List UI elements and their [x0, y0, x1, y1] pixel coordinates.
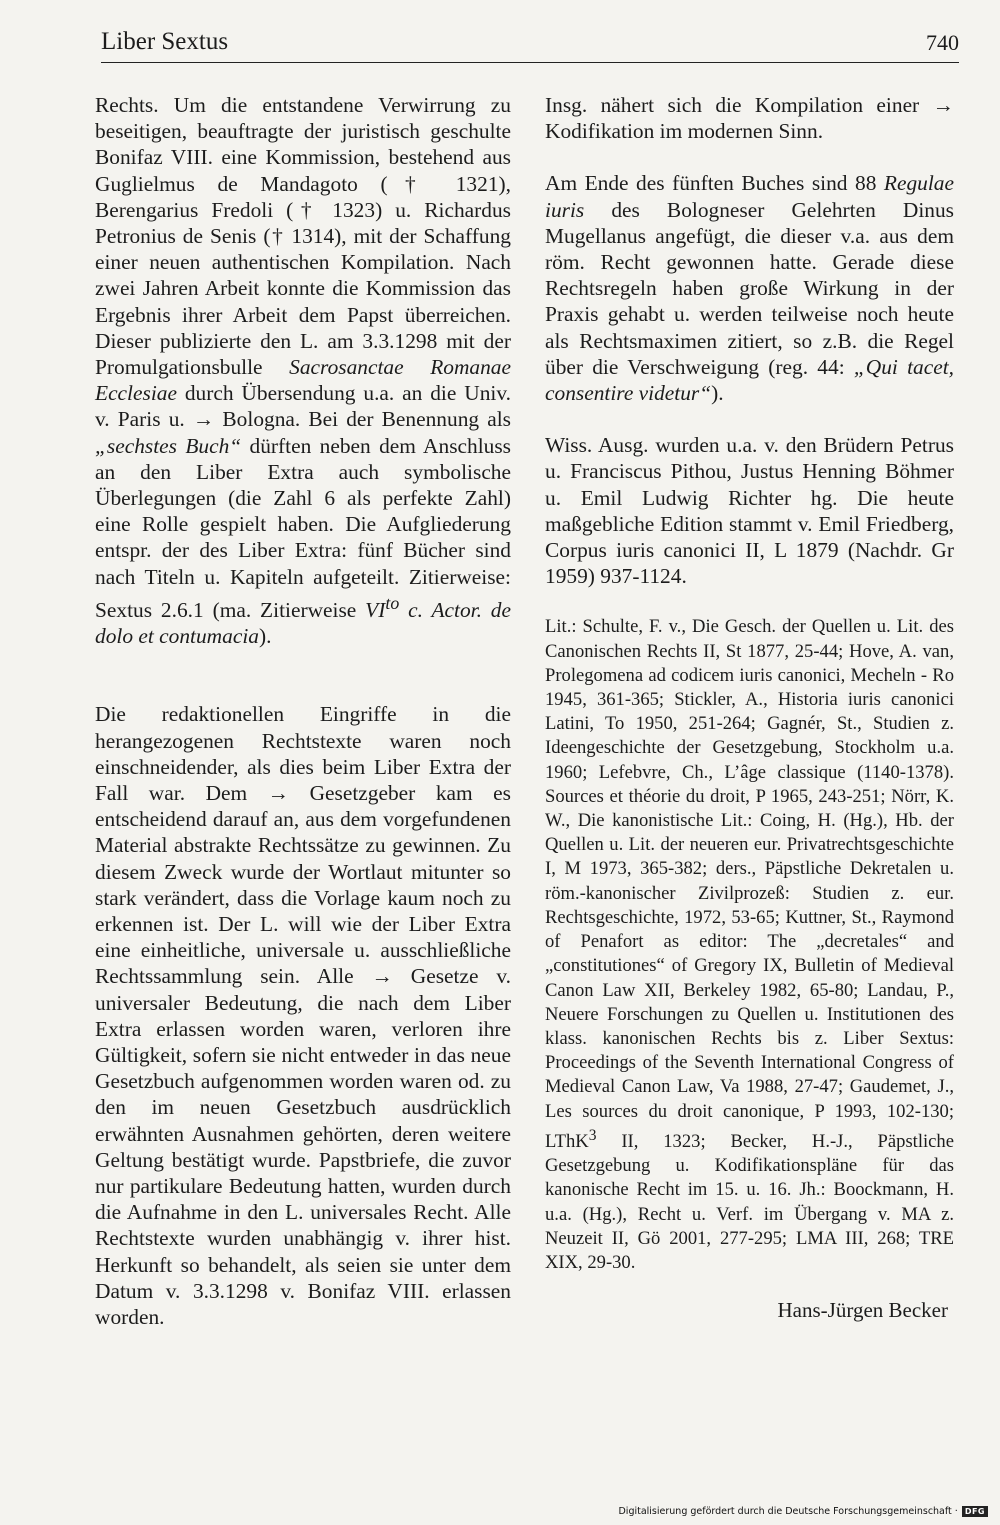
page-header — [101, 28, 959, 63]
footer-credit — [618, 1506, 988, 1517]
text-run: Sacrosanctae Romanae Ecclesiae — [95, 355, 511, 406]
literature-list — [545, 615, 954, 1275]
text-run: ). — [258, 624, 272, 649]
author-signature: Hans-Jürgen Becker — [777, 1298, 948, 1323]
text-run: VI — [365, 597, 386, 622]
text-run: „sechstes Buch“ — [95, 433, 242, 458]
text-run: ). — [711, 381, 724, 406]
footer-credit-text: Digitalisierung gefördert durch die Deutsche Forschungsgemeinschaft · — [618, 1506, 958, 1517]
paragraph-regulae-iuris — [545, 170, 954, 406]
text-run: dürften neben dem Anschluss an den Liber Extra auch symbolische Überlegungen (die Zahl 6 als perfekte Zahl) eine Rolle gespielt haben. Die Aufgliederung entspr. der des Liber Extra: fünf Bücher sind nach Titeln u. Kapiteln aufgeteilt. Zitierweise: Sextus 2.6.1 (ma. Zitierweise — [95, 433, 512, 622]
text-run: Lit.: Schulte, F. v., Die Gesch. der Quellen u. Lit. des Canonischen Rechts II, St 1877, 25-44; Hove, A. van, Prolegomena ad codicem iuris canonici, Mecheln - Ro 1945, 361-365; Stickler, A., Historia iuris canonici Latini, To 1950, 251-264; Gagnér, St., Studien z. Ideengeschichte der Gesetzgebung, Stockholm u.a. 1960; Lefebvre, Ch., L’âge classique (1140-1378). Sources et théorie du droit, P 1965, 243-251; Nörr, K. W., Die kanonistische Lit.: Coing, H. (Hg.), Hb. der Quellen u. Lit. der neueren eur. Privatrechtsgeschichte I, M 1973, 365-382; ders., Päpstliche Dekretalen u. röm.-kanonischer Zivilprozeß: Studien z. eur. Rechtsgeschichte, 1972, 53-65; Kuttner, St., Raymond of Penafort as editor: The „decretales“ and „constitutiones“ of Gregory IX, Bulletin of Medieval Canon Law XII, Berkeley 1982, 65-80; Landau, P., Neuere Forschungen zu Quellen u. Institutionen des klass. kanonischen Rechts bis z. Liber Sextus: Proceedings of the Seventh International Congress of Medieval Canon Law, Va 1988, 27-47; Gaudemet, J., Les sources du droit canonique, P 1993, 102-130; LThK — [545, 616, 954, 1152]
paragraph-redaction: Die redaktionellen Eingriffe in die herangezogenen Rechtstexte waren noch einschneidender, als dies beim Liber Extra der Fall war. Dem → Gesetzgeber kam es entscheidend darauf an, aus dem vorgefundenen Material abstrakte Rechtssätze zu gewinnen. Zu diesem Zweck wurde der Wortlaut mitunter so stark verändert, dass die Vorlage kaum noch zu erkennen ist. Der L. will wie der Liber Extra eine einheitliche, universale u. ausschließliche Rechtssammlung sein. Alle → Gesetze v. universaler Bedeutung, die nach dem Liber Extra erlassen worden waren, verloren ihre Gültigkeit, sofern sie nicht entweder in das neue Gesetzbuch aufgenommen worden waren od. zu den im neuen Gesetzbuch ausdrücklich erwähnten Ausnahmen gehörten, deren weitere Geltung bestätigt wurde. Papstbriefe, die zuvor nur partikulare Bedeutung hatten, wurden durch die Aufnahme in den L. universales Recht. Alle Rechtstexte wurden unabhängig v. ihrer hist. Herkunft so behandelt, als seien sie unter dem Datum v. 3.3.1298 v. Bonifaz VIII. erlassen worden. — [95, 702, 511, 1330]
text-run: c. Actor. de dolo et contumacia — [95, 597, 512, 649]
paragraph-editions: Wiss. Ausg. wurden u.a. v. den Brüdern Petrus u. Franciscus Pithou, Justus Henning Böhmer u. Emil Ludwig Richter hg. Die heute maßgebliche Edition stammt v. Emil Friedberg, Corpus iuris canonici II, L 1879 (Nachdr. Gr 1959) 937-1124. — [545, 433, 954, 589]
page-number: 740 — [926, 30, 959, 55]
dfg-logo: DFG — [962, 1506, 988, 1517]
text-run: Regulae iuris — [545, 171, 954, 222]
running-title: Liber Sextus — [101, 28, 229, 55]
right-column — [545, 92, 954, 1323]
text-run: Am Ende des fünften Buches sind 88 — [545, 171, 884, 196]
text-run: durch Übersendung u.a. an die Univ. v. Paris u. → Bologna. Bei der Benennung als — [95, 381, 511, 432]
text-run: Rechts. Um die entstandene Verwirrung zu beseitigen, beauftragte der juristisch geschulte Bonifaz VIII. eine Kommission, bestehend aus Guglielmus de Mandagoto († 1321), Berengarius Fredoli († 1323) u. Richardus Petronius de Senis († 1314), mit der Schaffung einer neuen authentischen Kompilation. Nach zwei Jahren Arbeit konnte die Kommission das Ergebnis ihrer Arbeit dem Papst überreichen. Dieser publizierte den L. am 3.3.1298 mit der Promulgationsbulle — [95, 93, 511, 380]
text-run: „Qui tacet, consentire videtur“ — [545, 354, 955, 406]
text-run: des Bologneser Gelehrten Dinus Mugellanus angefügt, die dieser v.a. aus dem röm. Recht gewonnen hatte. Gerade diese Rechtsregeln haben große Wirkung in der Praxis gehabt u. werden teilweise noch heute als Rechtsmaximen zitiert, so z.B. die Regel über die Verschweigung (reg. 44: — [545, 197, 954, 379]
text-run: to — [385, 592, 400, 613]
text-run: 3 — [588, 1126, 597, 1144]
paragraph-codification: Insg. nähert sich die Kompilation einer → Kodifikation im modernen Sinn. — [545, 93, 954, 144]
left-column — [95, 92, 511, 1330]
paragraph-compilation — [95, 92, 511, 649]
text-run: II, 1323; Becker, H.-J., Päpstliche Gesetzgebung u. Kodifikationspläne für das kanonische Recht im 15. u. 16. Jh.: Boockmann, H. u.a. (Hg.), Recht u. Verf. im Übergang v. MA z. Neuzeit II, Gö 2001, 277-295; LMA III, 268; TRE XIX, 29-30. — [545, 1130, 954, 1273]
